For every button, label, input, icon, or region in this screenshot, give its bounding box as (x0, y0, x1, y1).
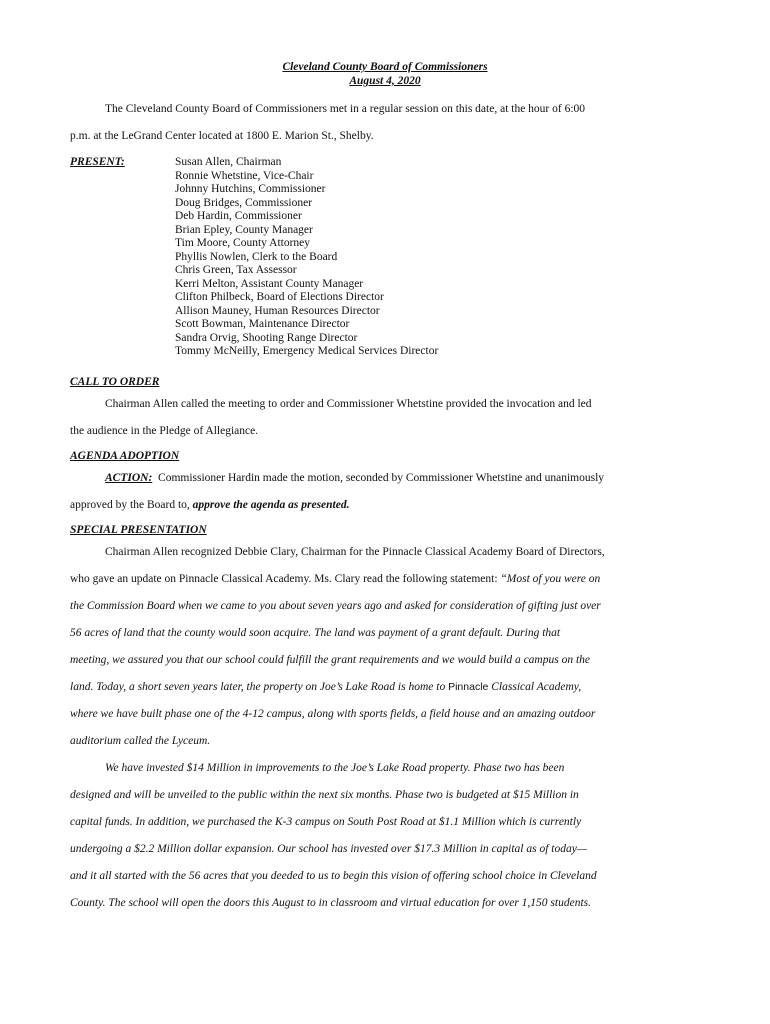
special-line-2 (70, 566, 700, 593)
present-member: Phyllis Nowlen, Clerk to the Board (175, 250, 338, 263)
special-line-6-italic: land. Today, a short seven years later, the property on Joe’s Lake Road is home to (70, 680, 446, 693)
special-line-6-end: Classical Academy, (491, 680, 582, 693)
special-line-7: where we have built phase one of the 4-12 campus, along with sports fields, a field house and an amazing outdoor (70, 707, 596, 720)
agenda-approved-text: approved by the Board to, (70, 498, 190, 511)
present-member: Sandra Orvig, Shooting Range Director (175, 331, 358, 344)
agenda-action-text: Commissioner Hardin made the motion, seconded by Commissioner Whetstine and unanimously (158, 471, 605, 484)
special-line-13: and it all started with the 56 acres that you deeded to us to begin this vision of offering school choice in Cleveland (70, 869, 597, 882)
present-member: Chris Green, Tax Assessor (175, 264, 297, 276)
call-to-order-line-1: Chairman Allen called the meeting to order and Commissioner Whetstine provided the invocation and led (105, 397, 592, 410)
special-line-14: County. The school will open the doors this August to in classroom and virtual education for over 1,150 students. (70, 896, 592, 909)
action-label: ACTION: (105, 471, 153, 484)
agenda-adoption-heading: AGENDA ADOPTION (70, 449, 180, 462)
present-member: Tim Moore, County Attorney (175, 237, 311, 249)
present-section (70, 156, 700, 359)
present-member: Doug Bridges, Commissioner (175, 196, 313, 209)
special-line-6-sans: Pinnacle (448, 680, 489, 693)
special-line-4: 56 acres of land that the county would soon acquire. The land was payment of a grant default. During that (70, 626, 561, 639)
call-to-order-line-2: the audience in the Pledge of Allegiance. (70, 424, 259, 437)
present-label: PRESENT: (70, 156, 125, 168)
present-member: Johnny Hutchins, Commissioner (175, 183, 326, 195)
present-member: Clifton Philbeck, Board of Elections Director (175, 291, 384, 303)
special-line-10: designed and will be unveiled to the public within the next six months. Phase two is budgeted at $15 Million in (70, 788, 579, 801)
present-member: Brian Epley, County Manager (175, 223, 313, 236)
special-line-2-italic: “Most of you were on (500, 572, 601, 585)
special-line-1: Chairman Allen recognized Debbie Clary, Chairman for the Pinnacle Classical Academy Board of Directors, (105, 545, 605, 558)
agenda-adoption-line-1 (70, 465, 700, 492)
special-line-8: auditorium called the Lyceum. (70, 734, 211, 747)
present-member: Kerri Melton, Assistant County Manager (175, 277, 364, 290)
agenda-approve-emphasis: approve the agenda as presented. (192, 498, 350, 511)
agenda-adoption-line-2 (70, 492, 700, 519)
special-line-12: undergoing a $2.2 Million dollar expansion. Our school has invested over $17.3 Million in capital as of today— (70, 842, 588, 855)
document-date: August 4, 2020 (349, 75, 421, 87)
intro-line-2: p.m. at the LeGrand Center located at 1800 E. Marion St., Shelby. (70, 130, 374, 142)
present-member: Susan Allen, Chairman (175, 156, 282, 168)
document-title: Cleveland County Board of Commissioners (282, 61, 488, 73)
present-member: Deb Hardin, Commissioner (175, 210, 302, 222)
special-line-5: meeting, we assured you that our school could fulfill the grant requirements and we would build a campus on the (70, 653, 591, 666)
present-member: Tommy McNeilly, Emergency Medical Services Director (175, 345, 439, 357)
special-line-3: the Commission Board when we came to you about seven years ago and asked for consideration of gifting just over (70, 599, 601, 612)
document-page (70, 60, 700, 917)
special-line-11: capital funds. In addition, we purchased the K-3 campus on South Post Road at $1.1 Million which is currently (70, 815, 582, 828)
present-member: Ronnie Whetstine, Vice-Chair (175, 169, 314, 182)
special-line-2-plain: who gave an update on Pinnacle Classical Academy. Ms. Clary read the following statement: (70, 572, 498, 585)
special-presentation-heading: SPECIAL PRESENTATION (70, 523, 207, 536)
present-list (175, 156, 438, 359)
present-member: Allison Mauney, Human Resources Director (175, 304, 380, 317)
present-member: Scott Bowman, Maintenance Director (175, 318, 350, 330)
special-line-9: We have invested $14 Million in improvements to the Joe’s Lake Road property. Phase two has been (105, 761, 565, 774)
intro-line-1: The Cleveland County Board of Commissioners met in a regular session on this date, at the hour of 6:00 (105, 103, 586, 115)
special-line-6 (70, 674, 700, 701)
call-to-order-heading: CALL TO ORDER (70, 375, 160, 388)
